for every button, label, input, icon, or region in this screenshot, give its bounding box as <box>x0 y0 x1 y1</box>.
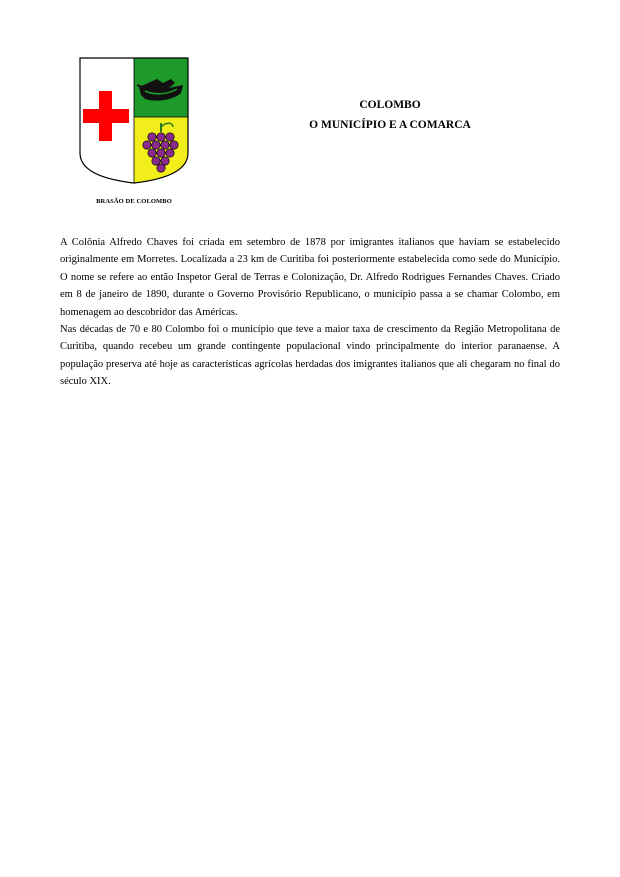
page-heading <box>280 95 500 135</box>
coat-of-arms-icon <box>79 57 189 185</box>
crest-caption: BRASÃO DE COLOMBO <box>96 198 172 205</box>
page-title: COLOMBO <box>359 99 421 111</box>
paragraph-1: A Colônia Alfredo Chaves foi criada em setembro de 1878 por imigrantes italianos que haviam se estabelecido originalmente em Morretes. Localizada a 23 km de Curitiba foi posteriormente estabelecida como sede do Município. O nome se refere ao então Inspetor Geral de Terras e Colonização, Dr. Alfredo Rodrigues Fernandes Chaves. Criado em 8 de janeiro de 1890, durante o Governo Provisório Republicano, o município passa a se chamar Colombo, em homenagem ao descobridor das Américas. <box>60 237 560 318</box>
document-body <box>60 234 560 391</box>
paragraph-2: Nas décadas de 70 e 80 Colombo foi o município que teve a maior taxa de crescimento da Região Metropolitana de Curitiba, quando recebeu um grande contingente populacional vindo principalmente do interior paranaense. A população preserva até hoje as características agrícolas herdadas dos imigrantes italianos que ali chegaram no final do século XIX. <box>60 324 560 388</box>
page-subtitle: O MUNICÍPIO E A COMARCA <box>309 119 471 131</box>
